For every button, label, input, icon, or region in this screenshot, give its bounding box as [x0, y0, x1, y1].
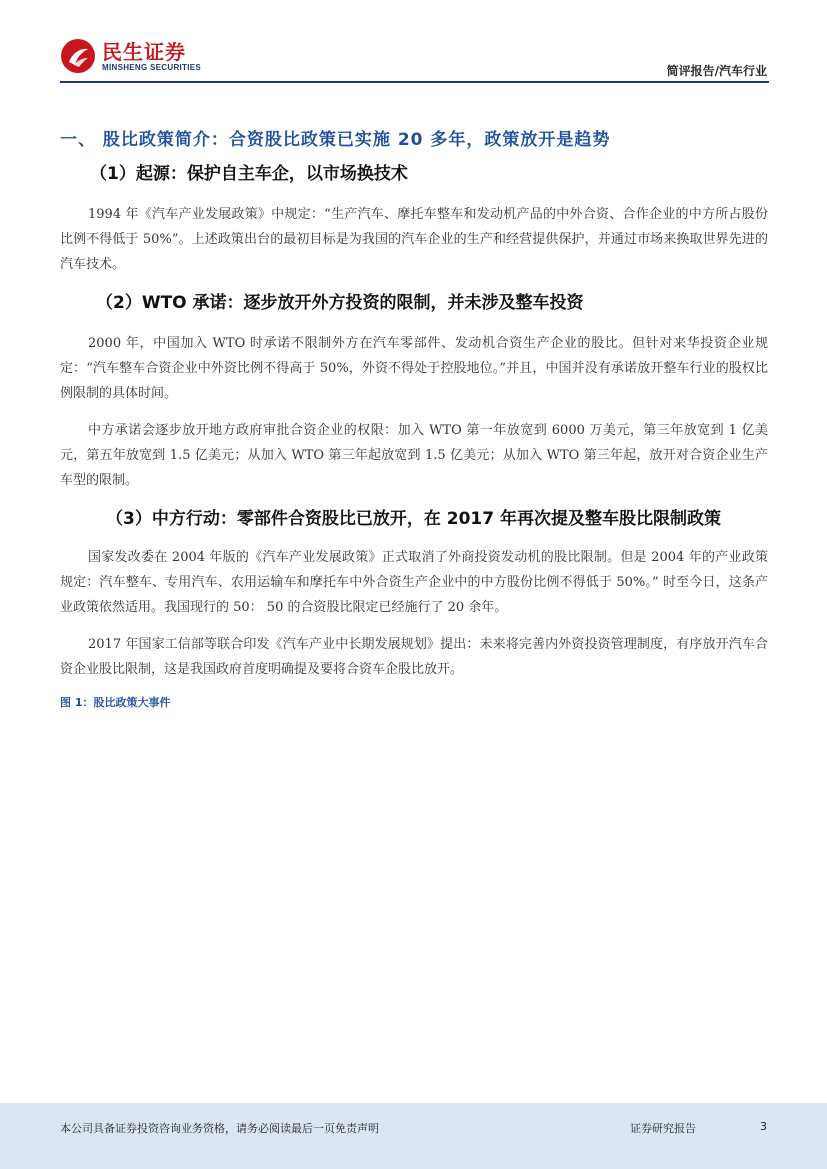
footer-disclaimer: 本公司具备证券投资咨询业务资格，请务必阅读最后一页免责声明: [60, 1122, 379, 1135]
logo-chinese-name: 民生证券: [102, 39, 186, 64]
paragraph: 中方承诺会逐步放开地方政府审批合资企业的权限：加入 WTO 第一年放宽到 6000 万美元，第三年放宽到 1 亿美元，第五年放宽到 1.5 亿美元；从加入 WTO 第三年起放宽到 1.5 亿美元；从加入 WTO 第三年起，放开对合资企业生产车型的限制。: [60, 423, 768, 488]
paragraph: 国家发改委在 2004 年版的《汽车产业发展政策》正式取消了外商投资发动机的股比限制。但是 2004 年的产业政策规定：汽车整车、专用汽车、农用运输车和摩托车中外合资生产企业中的中方股份比例不得低于 50%。” 时至今日，这条产业政策依然适用。我国现行的 50： 50 的合资股比限定已经施行了 20 余年。: [60, 550, 768, 615]
subsection-title-origin: （1）起源：保护自主车企，以市场换技术: [90, 164, 408, 184]
page-footer: [0, 1103, 827, 1169]
section-title: 一、 股比政策简介：合资股比政策已实施 20 多年，政策放开是趋势: [60, 130, 611, 150]
paragraph: 2017 年国家工信部等联合印发《汽车产业中长期发展规划》提出：未来将完善内外资投资管理制度，有序放开汽车合资企业股比限制，这是我国政府首度明确提及要将合资车企股比放开。: [60, 637, 768, 677]
figure-caption: 图 1：股比政策大事件: [60, 696, 171, 709]
page-header: [0, 0, 827, 90]
paragraph: 1994 年《汽车产业发展政策》中规定：“生产汽车、摩托车整车和发动机产品的中外合资、合作企业的中方所占股份比例不得低于 50%”。上述政策出台的最初目标是为我国的汽车企业的生产和经营提供保护，并通过市场来换取世界先进的汽车技术。: [60, 207, 768, 272]
subsection-title-wto: （2）WTO 承诺：逐步放开外方投资的限制，并未涉及整车投资: [96, 293, 584, 313]
paragraph: 2000 年，中国加入 WTO 时承诺不限制外方在汽车零部件、发动机合资生产企业的股比。但针对来华投资企业规定：“汽车整车合资企业中外资比例不得高于 50%，外资不得处于控股地位。”并且，中国并没有承诺放开整车行业的股权比例限制的具体时间。: [60, 336, 768, 401]
header-divider: [60, 81, 769, 83]
page-number: 3: [760, 1120, 767, 1133]
company-logo: [60, 38, 201, 74]
logo-english-name: MINSHENG SECURITIES: [102, 62, 202, 72]
minsheng-logo-icon: [60, 38, 96, 74]
subsection-title-action: （3）中方行动：零部件合资股比已放开，在 2017 年再次提及整车股比限制政策: [106, 509, 721, 529]
footer-report-label: 证券研究报告: [630, 1122, 696, 1135]
report-type-label: 简评报告/汽车行业: [666, 64, 767, 78]
main-content: [60, 125, 768, 710]
